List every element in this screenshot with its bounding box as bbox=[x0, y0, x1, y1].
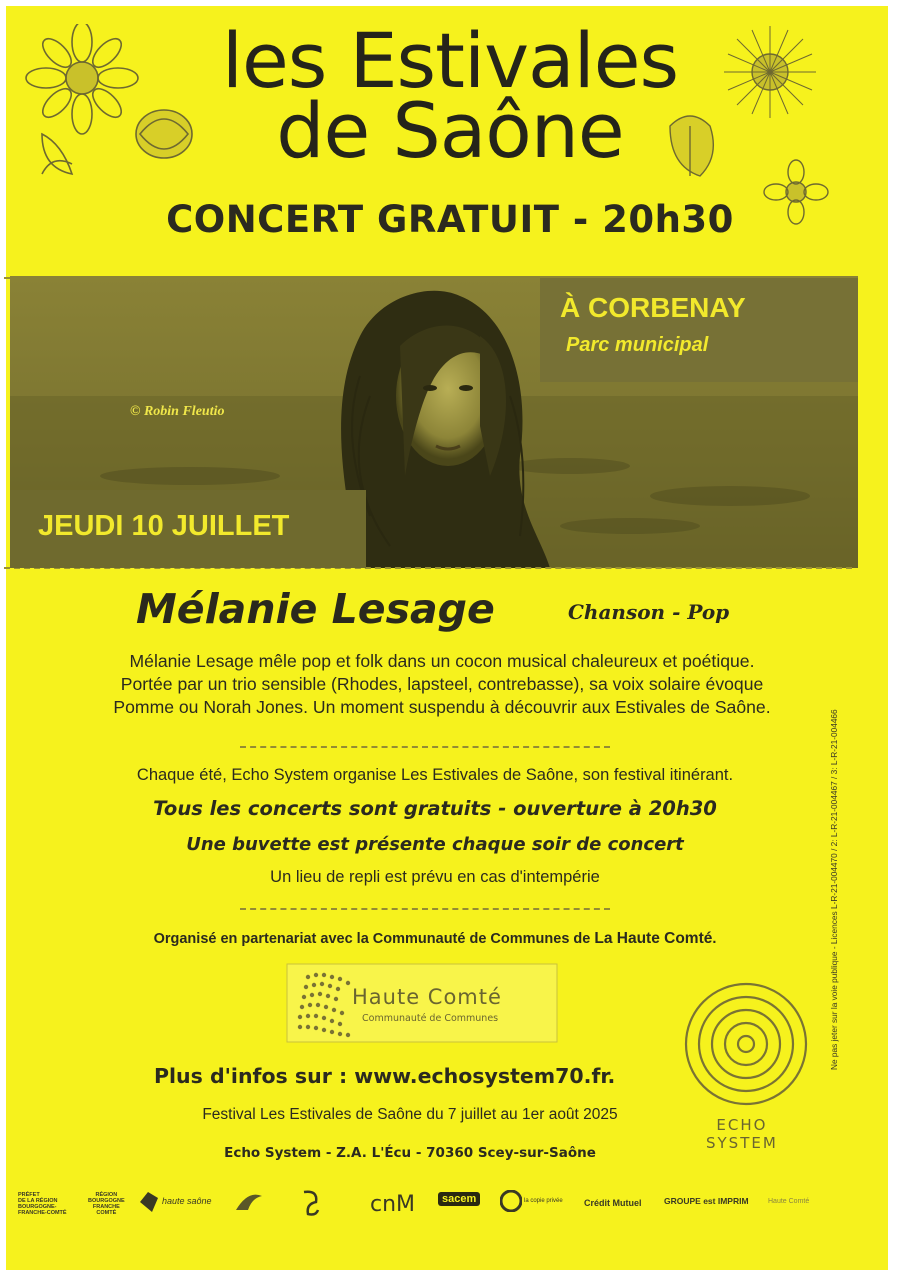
concert-date: JEUDI 10 JUILLET bbox=[38, 510, 290, 542]
haute-comte-subtitle: Communauté de Communes bbox=[362, 1013, 499, 1024]
vesoul-logo-icon bbox=[234, 1190, 264, 1216]
festival-dates: Festival Les Estivales de Saône du 7 juillet au 1er août 2025 bbox=[202, 1106, 618, 1123]
partnership-name: La Haute Comté bbox=[594, 930, 713, 947]
logo-sacem: sacem bbox=[438, 1192, 480, 1206]
logo-prefet bbox=[18, 1192, 67, 1216]
logo-cnm: cnM bbox=[370, 1192, 416, 1217]
logo-text: RÉGION bbox=[95, 1192, 118, 1198]
echo-system-label bbox=[706, 1116, 778, 1152]
copie-privee-icon bbox=[500, 1190, 522, 1212]
partnership-prefix: Organisé en partenariat avec la Communauté de Communes de bbox=[153, 931, 595, 947]
divider bbox=[240, 746, 610, 748]
echo-system-logo bbox=[682, 980, 812, 1110]
logo-text: BOURGOGNE bbox=[88, 1198, 125, 1204]
festival-info: Chaque été, Echo System organise Les Estivales de Saône, son festival itinérant. bbox=[136, 766, 734, 784]
logo-text: FRANCHE-COMTÉ bbox=[18, 1210, 67, 1216]
communaute-logo-icon bbox=[298, 1188, 322, 1218]
logo-copie-privee: la copie privée bbox=[524, 1198, 563, 1204]
sponsor-logos bbox=[8, 1184, 844, 1228]
artist-description bbox=[22, 650, 862, 719]
concert-subtitle: CONCERT GRATUIT - 20h30 bbox=[166, 198, 734, 241]
divider bbox=[240, 908, 610, 910]
partnership-suffix: . bbox=[712, 931, 717, 947]
logo-text: BOURGOGNE- bbox=[18, 1204, 57, 1210]
logo-haute-saone: haute saône bbox=[162, 1196, 212, 1206]
description-line: Pomme ou Norah Jones. Un moment suspendu à découvrir aux Estivales de Saône. bbox=[113, 697, 771, 717]
artist-genre: Chanson - Pop bbox=[568, 600, 730, 624]
title-line-2: de Saône bbox=[276, 86, 624, 175]
logo-text: FRANCHE bbox=[92, 1204, 120, 1210]
artist-name: Mélanie Lesage bbox=[136, 585, 495, 633]
partnership-text bbox=[0, 930, 870, 948]
logo-credit-mutuel: Crédit Mutuel bbox=[584, 1198, 642, 1208]
haute-comte-name: Haute Comté bbox=[352, 985, 502, 1009]
logo-haute-comte-small: Haute Comté bbox=[768, 1198, 810, 1205]
bar-info: Une buvette est présente chaque soir de concert bbox=[186, 834, 684, 855]
description-line: Mélanie Lesage mêle pop et folk dans un cocon musical chaleureux et poétique. bbox=[129, 651, 755, 671]
logo-text: DE LA RÉGION bbox=[18, 1198, 58, 1204]
weather-info: Un lieu de repli est prévu en cas d'intempérie bbox=[270, 868, 600, 886]
logo-region bbox=[88, 1192, 125, 1216]
logo-text: PRÉFET bbox=[18, 1192, 40, 1198]
echo-label-line: ECHO bbox=[716, 1116, 768, 1134]
logo-groupe-est-imprim: GROUPE est IMPRIM bbox=[664, 1196, 749, 1206]
free-concerts-info: Tous les concerts sont gratuits - ouverture à 20h30 bbox=[153, 797, 717, 820]
location-city: À CORBENAY bbox=[560, 292, 746, 323]
photo-credit: © Robin Fleutio bbox=[130, 404, 225, 419]
location-place: Parc municipal bbox=[566, 334, 709, 356]
echo-label-line: SYSTEM bbox=[706, 1134, 778, 1152]
organizer-address: Echo System - Z.A. L'Écu - 70360 Scey-sur-Saône bbox=[224, 1145, 596, 1161]
more-info-link[interactable]: Plus d'infos sur : www.echosystem70.fr. bbox=[154, 1064, 616, 1088]
legal-notice: Ne pas jeter sur la voie publique - Licences L-R-21-004470 / 2: L-R-21-004467 / 3: L-R-21-004466 bbox=[829, 709, 839, 1070]
description-line: Portée par un trio sensible (Rhodes, lapsteel, contrebasse), sa voix solaire évoque bbox=[120, 674, 764, 694]
title-line-1: les Estivales bbox=[221, 16, 679, 105]
logo-text: COMTÉ bbox=[96, 1210, 117, 1216]
haute-saone-icon bbox=[138, 1188, 160, 1214]
